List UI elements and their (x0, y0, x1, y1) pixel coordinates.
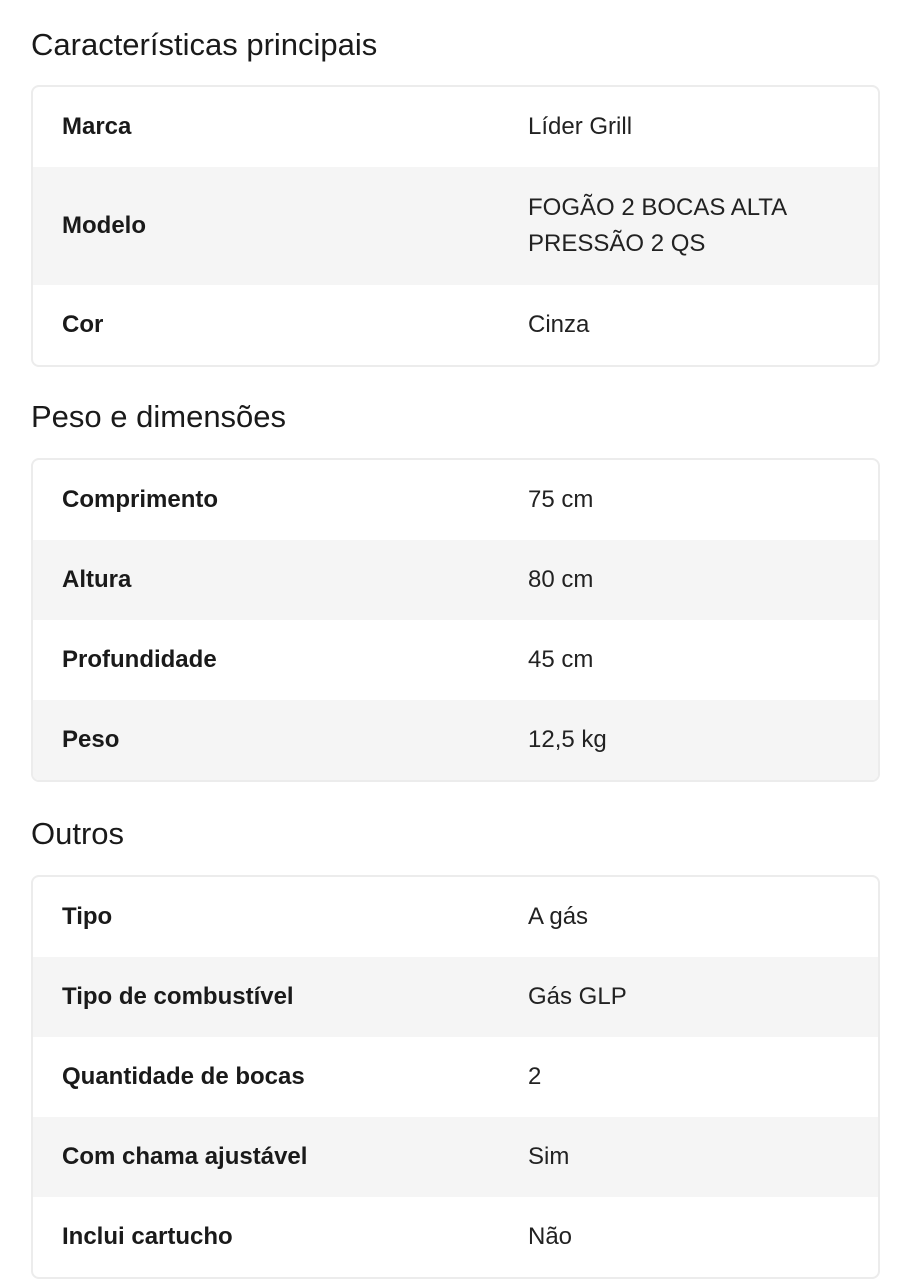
spec-value: Não (528, 1223, 573, 1250)
spec-label: Cor (62, 311, 104, 338)
spec-label: Peso (62, 726, 120, 753)
spec-value: 12,5 kg (528, 726, 607, 753)
spec-value: FOGÃO 2 BOCAS ALTA PRESSÃO 2 QS (528, 194, 786, 257)
spec-row-quantidade-bocas (33, 1037, 878, 1117)
specs-table-peso-dimensoes (31, 458, 880, 782)
spec-value: 45 cm (528, 646, 594, 673)
spec-label: Tipo (62, 903, 113, 930)
spec-label: Altura (62, 566, 132, 593)
spec-label: Comprimento (62, 486, 218, 513)
spec-label: Marca (62, 113, 132, 140)
spec-row-chama-ajustavel (33, 1117, 878, 1197)
spec-value: A gás (528, 903, 589, 930)
specs-table-outros (31, 875, 880, 1279)
spec-row-tipo (33, 877, 878, 957)
spec-value: Cinza (528, 311, 590, 338)
spec-value: 80 cm (528, 566, 594, 593)
spec-label: Quantidade de bocas (62, 1063, 305, 1090)
spec-label: Tipo de combustível (62, 983, 294, 1010)
section-title-caracteristicas: Características principais (31, 27, 378, 62)
spec-row-peso (33, 700, 878, 780)
spec-row-profundidade (33, 620, 878, 700)
spec-row-marca (33, 87, 878, 167)
specs-table-caracteristicas (31, 85, 880, 367)
section-title-peso-dimensoes: Peso e dimensões (31, 399, 287, 434)
spec-label: Inclui cartucho (62, 1223, 233, 1250)
spec-label: Modelo (62, 212, 146, 239)
spec-row-cor (33, 285, 878, 365)
spec-value: Gás GLP (528, 983, 627, 1010)
spec-value: Sim (528, 1143, 570, 1170)
spec-row-inclui-cartucho (33, 1197, 878, 1277)
spec-label: Com chama ajustável (62, 1143, 308, 1170)
spec-value: 2 (528, 1063, 542, 1090)
spec-row-altura (33, 540, 878, 620)
spec-row-comprimento (33, 460, 878, 540)
spec-value: 75 cm (528, 486, 594, 513)
spec-label: Profundidade (62, 646, 217, 673)
spec-value: Líder Grill (528, 113, 633, 140)
section-title-outros: Outros (31, 816, 125, 851)
spec-row-tipo-combustivel (33, 957, 878, 1037)
spec-row-modelo (33, 167, 878, 285)
